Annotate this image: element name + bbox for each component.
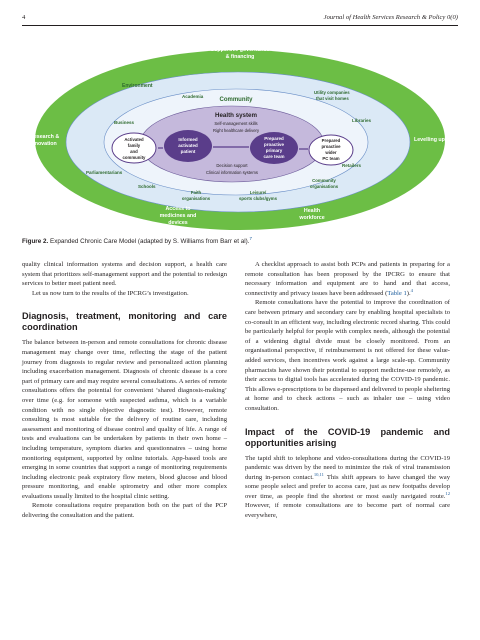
label-leisure: Leisure/ — [249, 190, 267, 195]
figure-caption — [22, 235, 458, 245]
label-schools: Schools — [138, 184, 156, 189]
left-para-3: The balance between in-person and remote consultations for chronic disease management may change over time, reflecting the stage of the patient journey from diagnosis to regular review and personalized action planning including exacerbation management. Diagnosis of chronic disease is a core part of primary care and may require several consultations. A series of remote consultations offers the potential for convenient ‘shared diagnosis-making’ over time (e.g. for someone with suspected asthma, which is a variable condition with no single objective diagnostic test). However, remote consulting is most suitable for the delivery of routine care, including assessment and monitoring of disease control and quality of life. A range of tests and evaluations can be undertaken by patients in their own home – including temperature, symptom diaries and questionnaires – using home monitoring equipment, supported by online tutorials. App-based tools are emerging in some countries that support a range of monitoring requirements including electronic peak expiratory flow meters, blood glucose and blood pressure monitoring, and enable spirometry and other more complex evaluations usually limited to the hospital clinic setting. — [22, 339, 227, 500]
label-supportive-governance-2: & financing — [225, 54, 255, 60]
node-prepared-pc-l4: PC team — [322, 156, 340, 161]
node-prepared-pc-l2: proactive — [321, 144, 341, 149]
label-community: Community — [219, 97, 253, 103]
page-number: 4 — [22, 14, 26, 21]
label-libraries: Libraries — [352, 118, 372, 123]
node-activated-l2: family — [127, 143, 141, 148]
right-para-3-b: This shift appears to have changed the way some people select and prefer to access care, just as new footpaths develop over time, as people find the shortest or most easily navigated route. — [245, 473, 451, 500]
caption-text: Expanded Chronic Care Model (adapted by S. Williams from Barr et al). — [48, 238, 250, 245]
right-para-3-c: However, if remote consultations are to become part of normal care everywhere, — [245, 502, 450, 520]
citation-4[interactable]: 4 — [410, 287, 413, 293]
right-para-3-a: The tapid shift to telephone and video-consultations during the COVID-19 pandemic was driven by the need to minimize the risk of viral transmission during in-person contact. — [245, 454, 450, 481]
label-access-3: devices — [168, 220, 188, 226]
right-para-1-end: ). — [406, 289, 411, 297]
journal-title: Journal of Health Services Research & Policy 0(0) — [323, 14, 458, 21]
label-faith: Faith — [190, 190, 202, 195]
label-faith-2: organisations — [181, 196, 211, 201]
label-retailers: Retailers — [342, 163, 362, 168]
left-para-4: Remote consultations require preparation both on the part of the PCP delivering the consultation and the patient. — [22, 502, 227, 520]
node-informed-l2: activated — [178, 143, 198, 148]
node-prepared-pc-l1: Prepared — [321, 138, 341, 143]
label-access-2: medicines and — [159, 213, 197, 219]
label-health-system: Health system — [215, 112, 257, 119]
label-decision-support: Decision support — [216, 163, 248, 168]
figure-chronic-care-model — [22, 36, 458, 233]
node-activated-l1: Activated — [124, 137, 144, 142]
node-informed-l3: patient — [180, 149, 196, 154]
left-para-1: quality clinical information systems and decision support, a health care system that prioritizes self-management support and the potential to redesign services to better meet patient need. — [22, 261, 227, 288]
right-para-2: Remote consultations have the potential to improve the coordination of care between primary and secondary care by enabling hospital specialists to co-consult in an efficient way, including electronic record sharing. This could be particularly helpful for people with complex needs, although the potential of a widening digital divide must be closely monitored. From an organisational perspective, if reimbursement is not offered for these value-added services, then incentives work against a large scale-up. Community pharmacists have shown their potential to support medicine-use remotely, as their access to digital tools has accelerated during the COVID-19 pandemic. This allows e-prescriptions to be dispensed and delivered to people sheltering at home and to check actions – such as inhaler use – using video consultation. — [245, 299, 450, 412]
label-clinical-info: Clinical information systems — [206, 170, 258, 175]
label-utility-2: that visit homes — [316, 96, 349, 101]
left-para-2: Let us now turn to the results of the IPCRG’s investigation. — [32, 289, 189, 297]
label-right-delivery: Right healthcare delivery — [212, 128, 260, 133]
caption-label: Figure 2. — [22, 238, 49, 245]
table-1-link[interactable]: Table 1 — [387, 289, 407, 297]
label-parliamentarians: Parliamentarians — [86, 170, 123, 175]
right-column — [245, 260, 450, 521]
label-levelling-up: Levelling up — [414, 137, 445, 143]
caption-ref: 7 — [249, 235, 252, 241]
node-prepared-l3: primary — [265, 148, 283, 153]
citation-12[interactable]: 12 — [445, 490, 450, 496]
right-para-1-text: A checklist approach to assist both PCPs and patients in preparing for a remote consultation has been proposed by the IPCRG to ensure that necessary information and equipment are to hand and that access, connectivity and privacy issues have been addressed ( — [245, 261, 450, 297]
section-heading-diagnosis: Diagnosis, treatment, monitoring and care coordination — [22, 311, 227, 333]
node-prepared-l2: proactive — [263, 142, 285, 147]
left-column — [22, 260, 227, 521]
label-environment: Environment — [122, 83, 153, 89]
node-prepared-l4: care team — [263, 154, 285, 159]
label-health-workforce: Health — [303, 208, 321, 214]
label-digital-learning-2: learning — [346, 59, 367, 65]
right-para-3 — [245, 454, 450, 521]
label-utility: Utility companies — [314, 90, 350, 95]
label-supportive-governance: Supportive governance — [210, 47, 270, 53]
label-community-orgs: Community — [312, 178, 336, 183]
label-community-orgs-2: organisations — [309, 184, 339, 189]
label-research-2: innovation — [30, 141, 57, 147]
node-activated-l3: and — [130, 149, 138, 154]
label-academia: Academia — [182, 94, 204, 99]
label-digital-learning: Digital — [348, 52, 365, 58]
label-research: Research & — [30, 134, 60, 140]
node-informed-l1: Informed — [178, 137, 198, 142]
node-activated-l4: community — [122, 155, 146, 160]
node-prepared-l1: Prepared — [264, 136, 284, 141]
label-business: Business — [114, 120, 135, 125]
header-rule — [22, 25, 458, 26]
label-leisure-2: sports clubs/gyms — [239, 196, 277, 201]
label-health-workforce-2: workforce — [299, 215, 325, 221]
label-self-management: Self-management skills — [214, 121, 258, 126]
label-access: Access to — [165, 206, 191, 212]
right-para-1 — [245, 260, 450, 298]
citation-10-11[interactable]: 10,11 — [313, 471, 324, 477]
section-heading-covid: Impact of the COVID-19 pandemic and opportunities arising — [245, 426, 450, 448]
node-prepared-pc-l3: wider — [325, 150, 337, 155]
